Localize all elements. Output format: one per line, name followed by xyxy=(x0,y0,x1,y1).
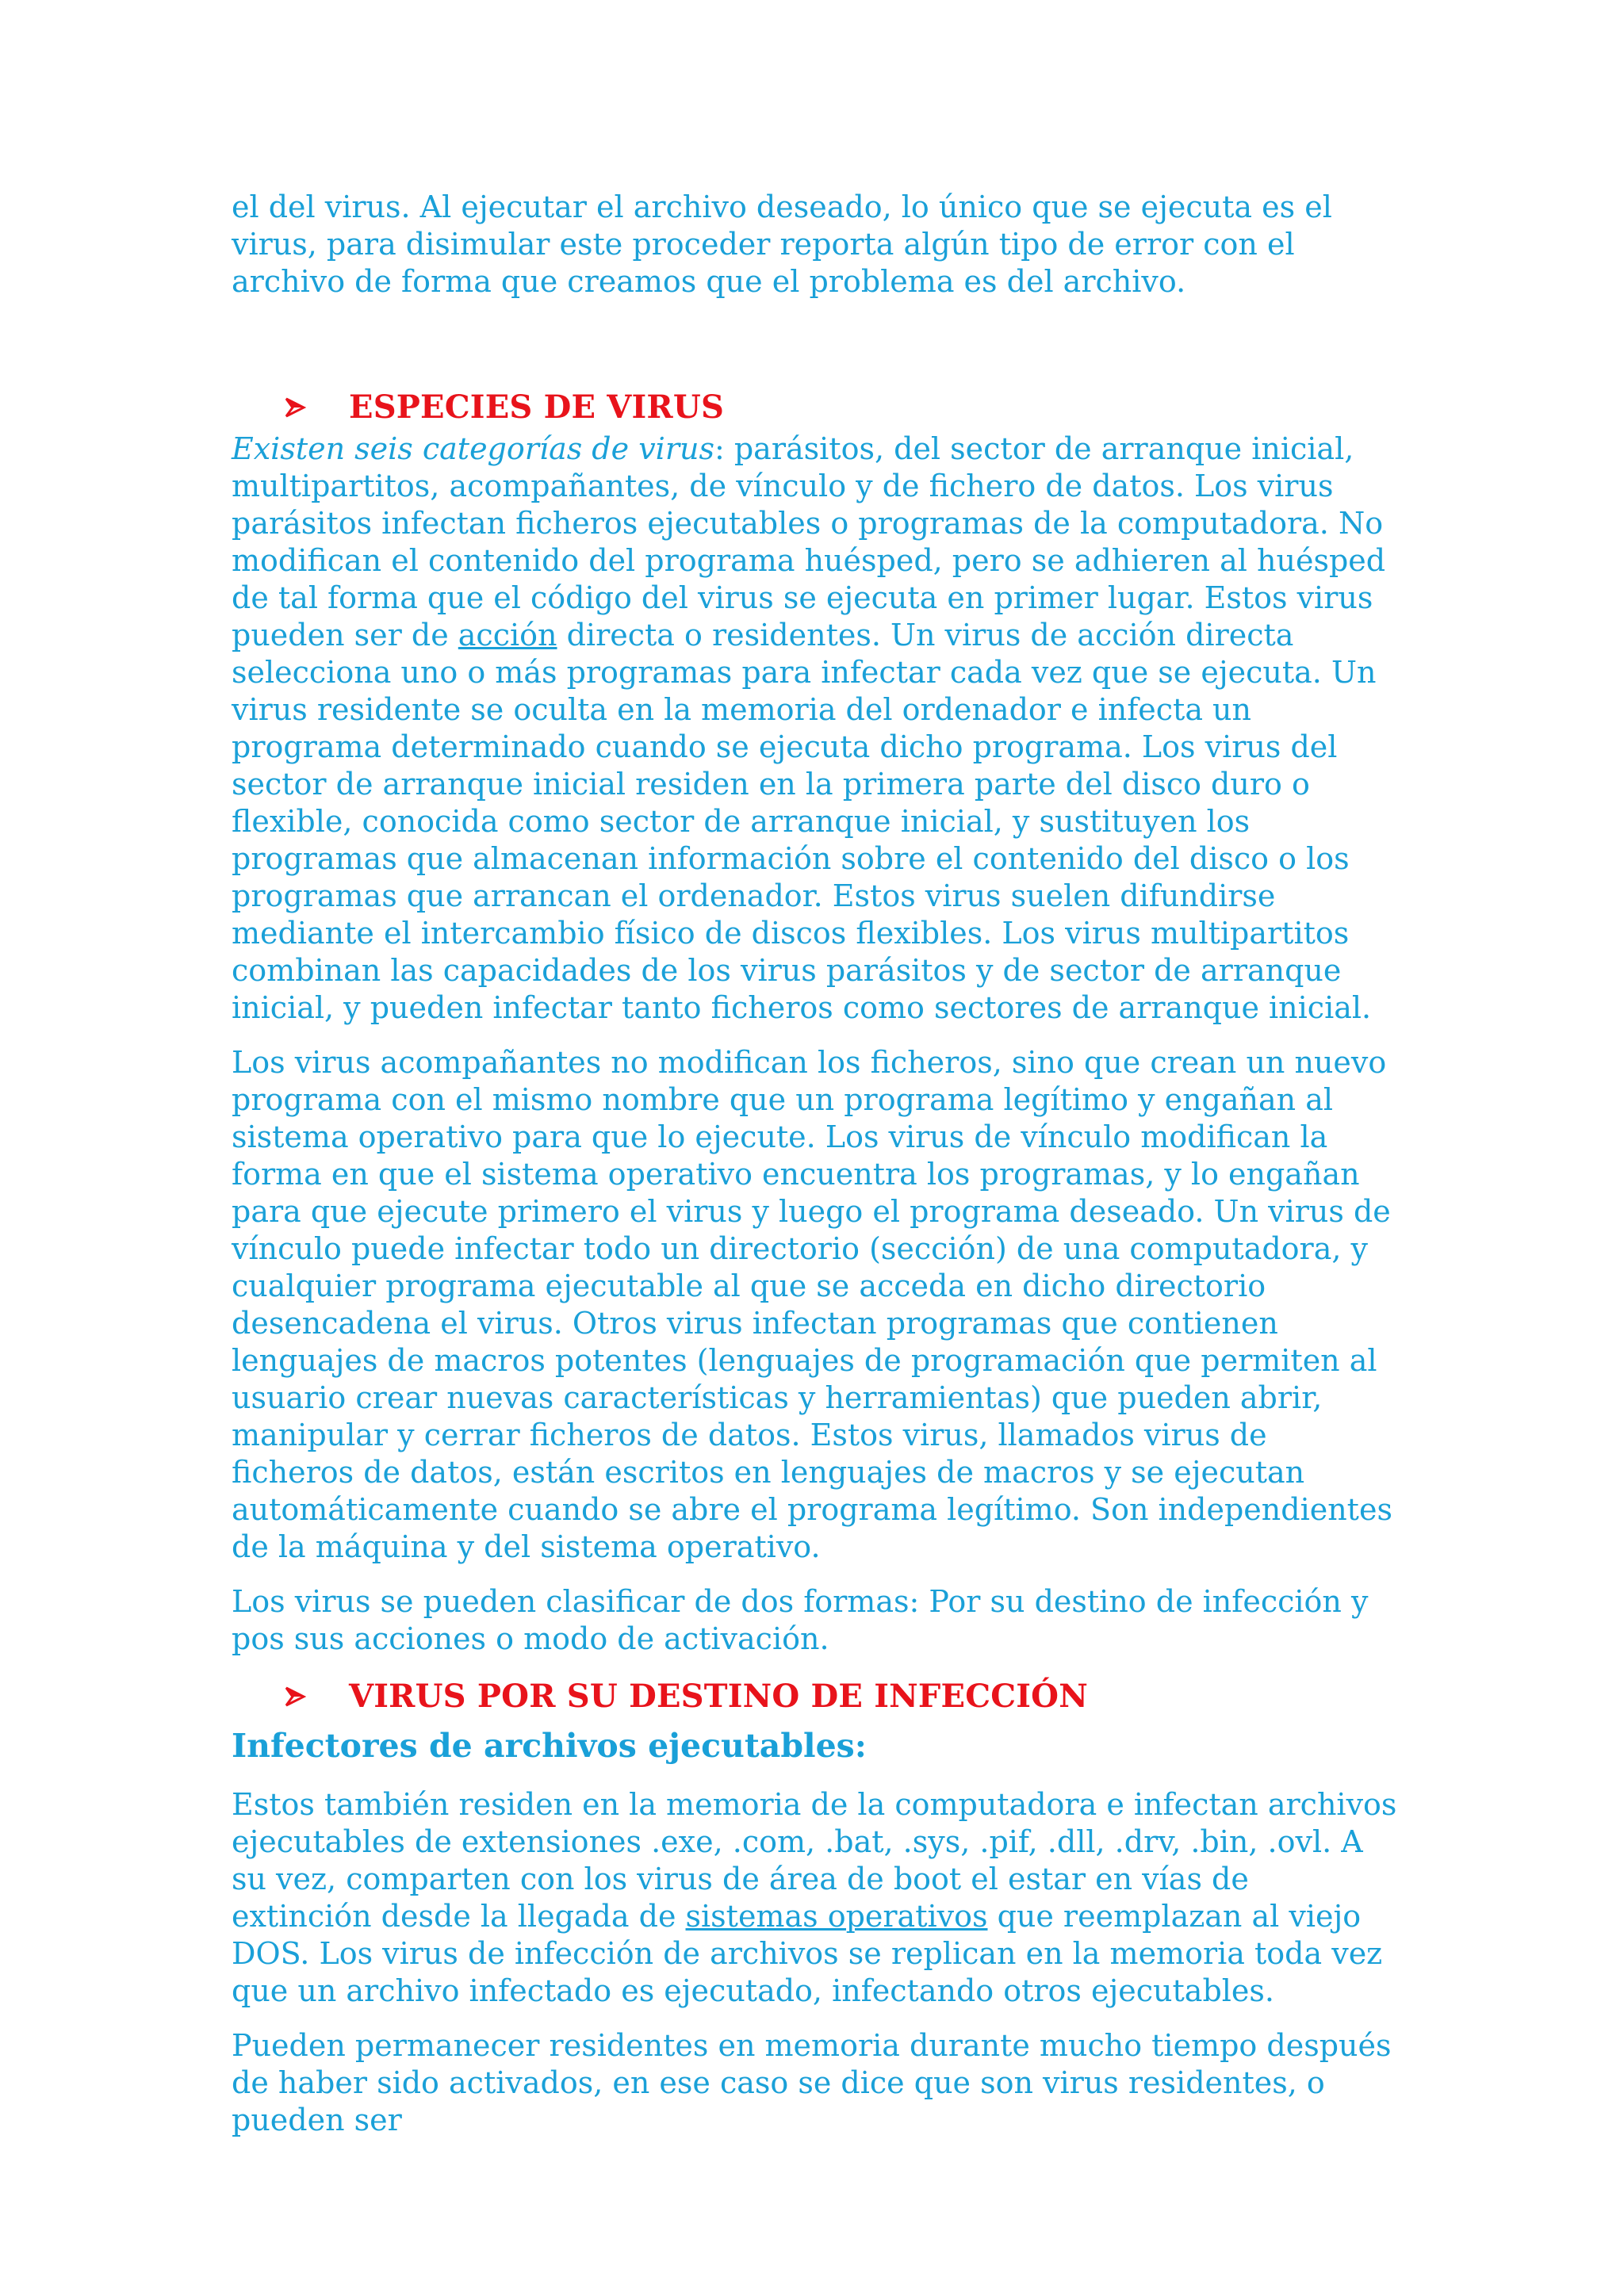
subheading-infectores: Infectores de archivos ejecutables: xyxy=(232,1727,867,1765)
arrowhead-bullet-icon xyxy=(284,1686,308,1708)
intro-paragraph: el del virus. Al ejecutar el archivo deseado, lo único que se ejecuta es el virus, para disimular este proceder reporta algún tipo de error con el archivo de forma que creamos que el problema es del archivo. xyxy=(232,189,1332,299)
text-run: que reemplazan al viejo DOS. Los virus de infección de archivos se replican en la memoria toda vez que un archivo infectado es ejecutado, infectando otros ejecutables. xyxy=(232,1899,1383,2008)
text-run: : parásitos, del sector de arranque inicial, multipartitos, acompañantes, de vínculo y de fichero de datos. Los virus parásitos infectan ficheros ejecutables o programas de la computadora. No modifican el contenido del programa huésped, pero se adhieren al huésped de tal forma que el código del virus se ejecuta en primer lugar. Estos virus pueden ser de xyxy=(232,431,1386,652)
text-run: directa o residentes. Un virus de acción directa selecciona uno o más programas para infectar cada vez que se ejecuta. Un virus residente se oculta en la memoria del ordenador e infecta un programa determinado cuando se ejecuta dicho programa. Los virus del sector de arranque inicial residen en la primera parte del disco duro o flexible, conocida como sector de arranque inicial, y sustituyen los programas que almacenan información sobre el contenido del disco o los programas que arrancan el ordenador. Estos virus suelen difundirse mediante el intercambio físico de discos flexibles. Los virus multipartitos combinan las capacidades de los virus parásitos y de sector de arranque inicial, y pueden infectar tanto ficheros como sectores de arranque inicial. xyxy=(232,618,1377,1025)
destino-paragraph-2: Pueden permanecer residentes en memoria durante mucho tiempo después de haber sido activados, en ese caso se dice que son virus residentes, o pueden ser xyxy=(232,2028,1392,2137)
section-heading: VIRUS POR SU DESTINO DE INFECCIÓN xyxy=(349,1677,1088,1715)
heading-virus-destino-infeccion xyxy=(284,1672,1397,1720)
text-run: Estos también residen en la memoria de la computadora e infectan archivos ejecutables de extensiones .exe, .com, .bat, .sys, .pif, .dll, .drv, .bin, .ovl. A su vez, comparten con los virus de área de boot el estar en vías de extinción desde la llegada de xyxy=(232,1787,1397,1934)
especies-paragraph-3: Los virus se pueden clasificar de dos formas: Por su destino de infección y pos sus acciones o modo de activación. xyxy=(232,1584,1369,1656)
page-content xyxy=(232,189,1397,2139)
destino-paragraph-1 xyxy=(232,1786,1397,2010)
italic-lead: Existen seis categorías de virus xyxy=(232,431,714,466)
especies-paragraph-1 xyxy=(232,430,1397,1027)
link-accion[interactable]: acción xyxy=(458,618,557,652)
link-sistemas-operativos[interactable]: sistemas operativos xyxy=(685,1899,988,1934)
section-heading: ESPECIES DE VIRUS xyxy=(349,388,725,426)
heading-especies-de-virus xyxy=(284,383,1397,430)
especies-paragraph-2: Los virus acompañantes no modifican los ficheros, sino que crean un nuevo programa con el mismo nombre que un programa legítimo y engañan al sistema operativo para que lo ejecute. Los virus de vínculo modifican la forma en que el sistema operativo encuentra los programas, y lo engañan para que ejecute primero el virus y luego el programa deseado. Un virus de vínculo puede infectar todo un directorio (sección) de una computadora, y cualquier programa ejecutable al que se acceda en dicho directorio desencadena el virus. Otros virus infectan programas que contienen lenguajes de macros potentes (lenguajes de programación que permiten al usuario crear nuevas características y herramientas) que pueden abrir, manipular y cerrar ficheros de datos. Estos virus, llamados virus de ficheros de datos, están escritos en lenguajes de macros y se ejecutan automáticamente cuando se abre el programa legítimo. Son independientes de la máquina y del sistema operativo. xyxy=(232,1045,1392,1564)
arrowhead-bullet-icon xyxy=(284,396,308,419)
